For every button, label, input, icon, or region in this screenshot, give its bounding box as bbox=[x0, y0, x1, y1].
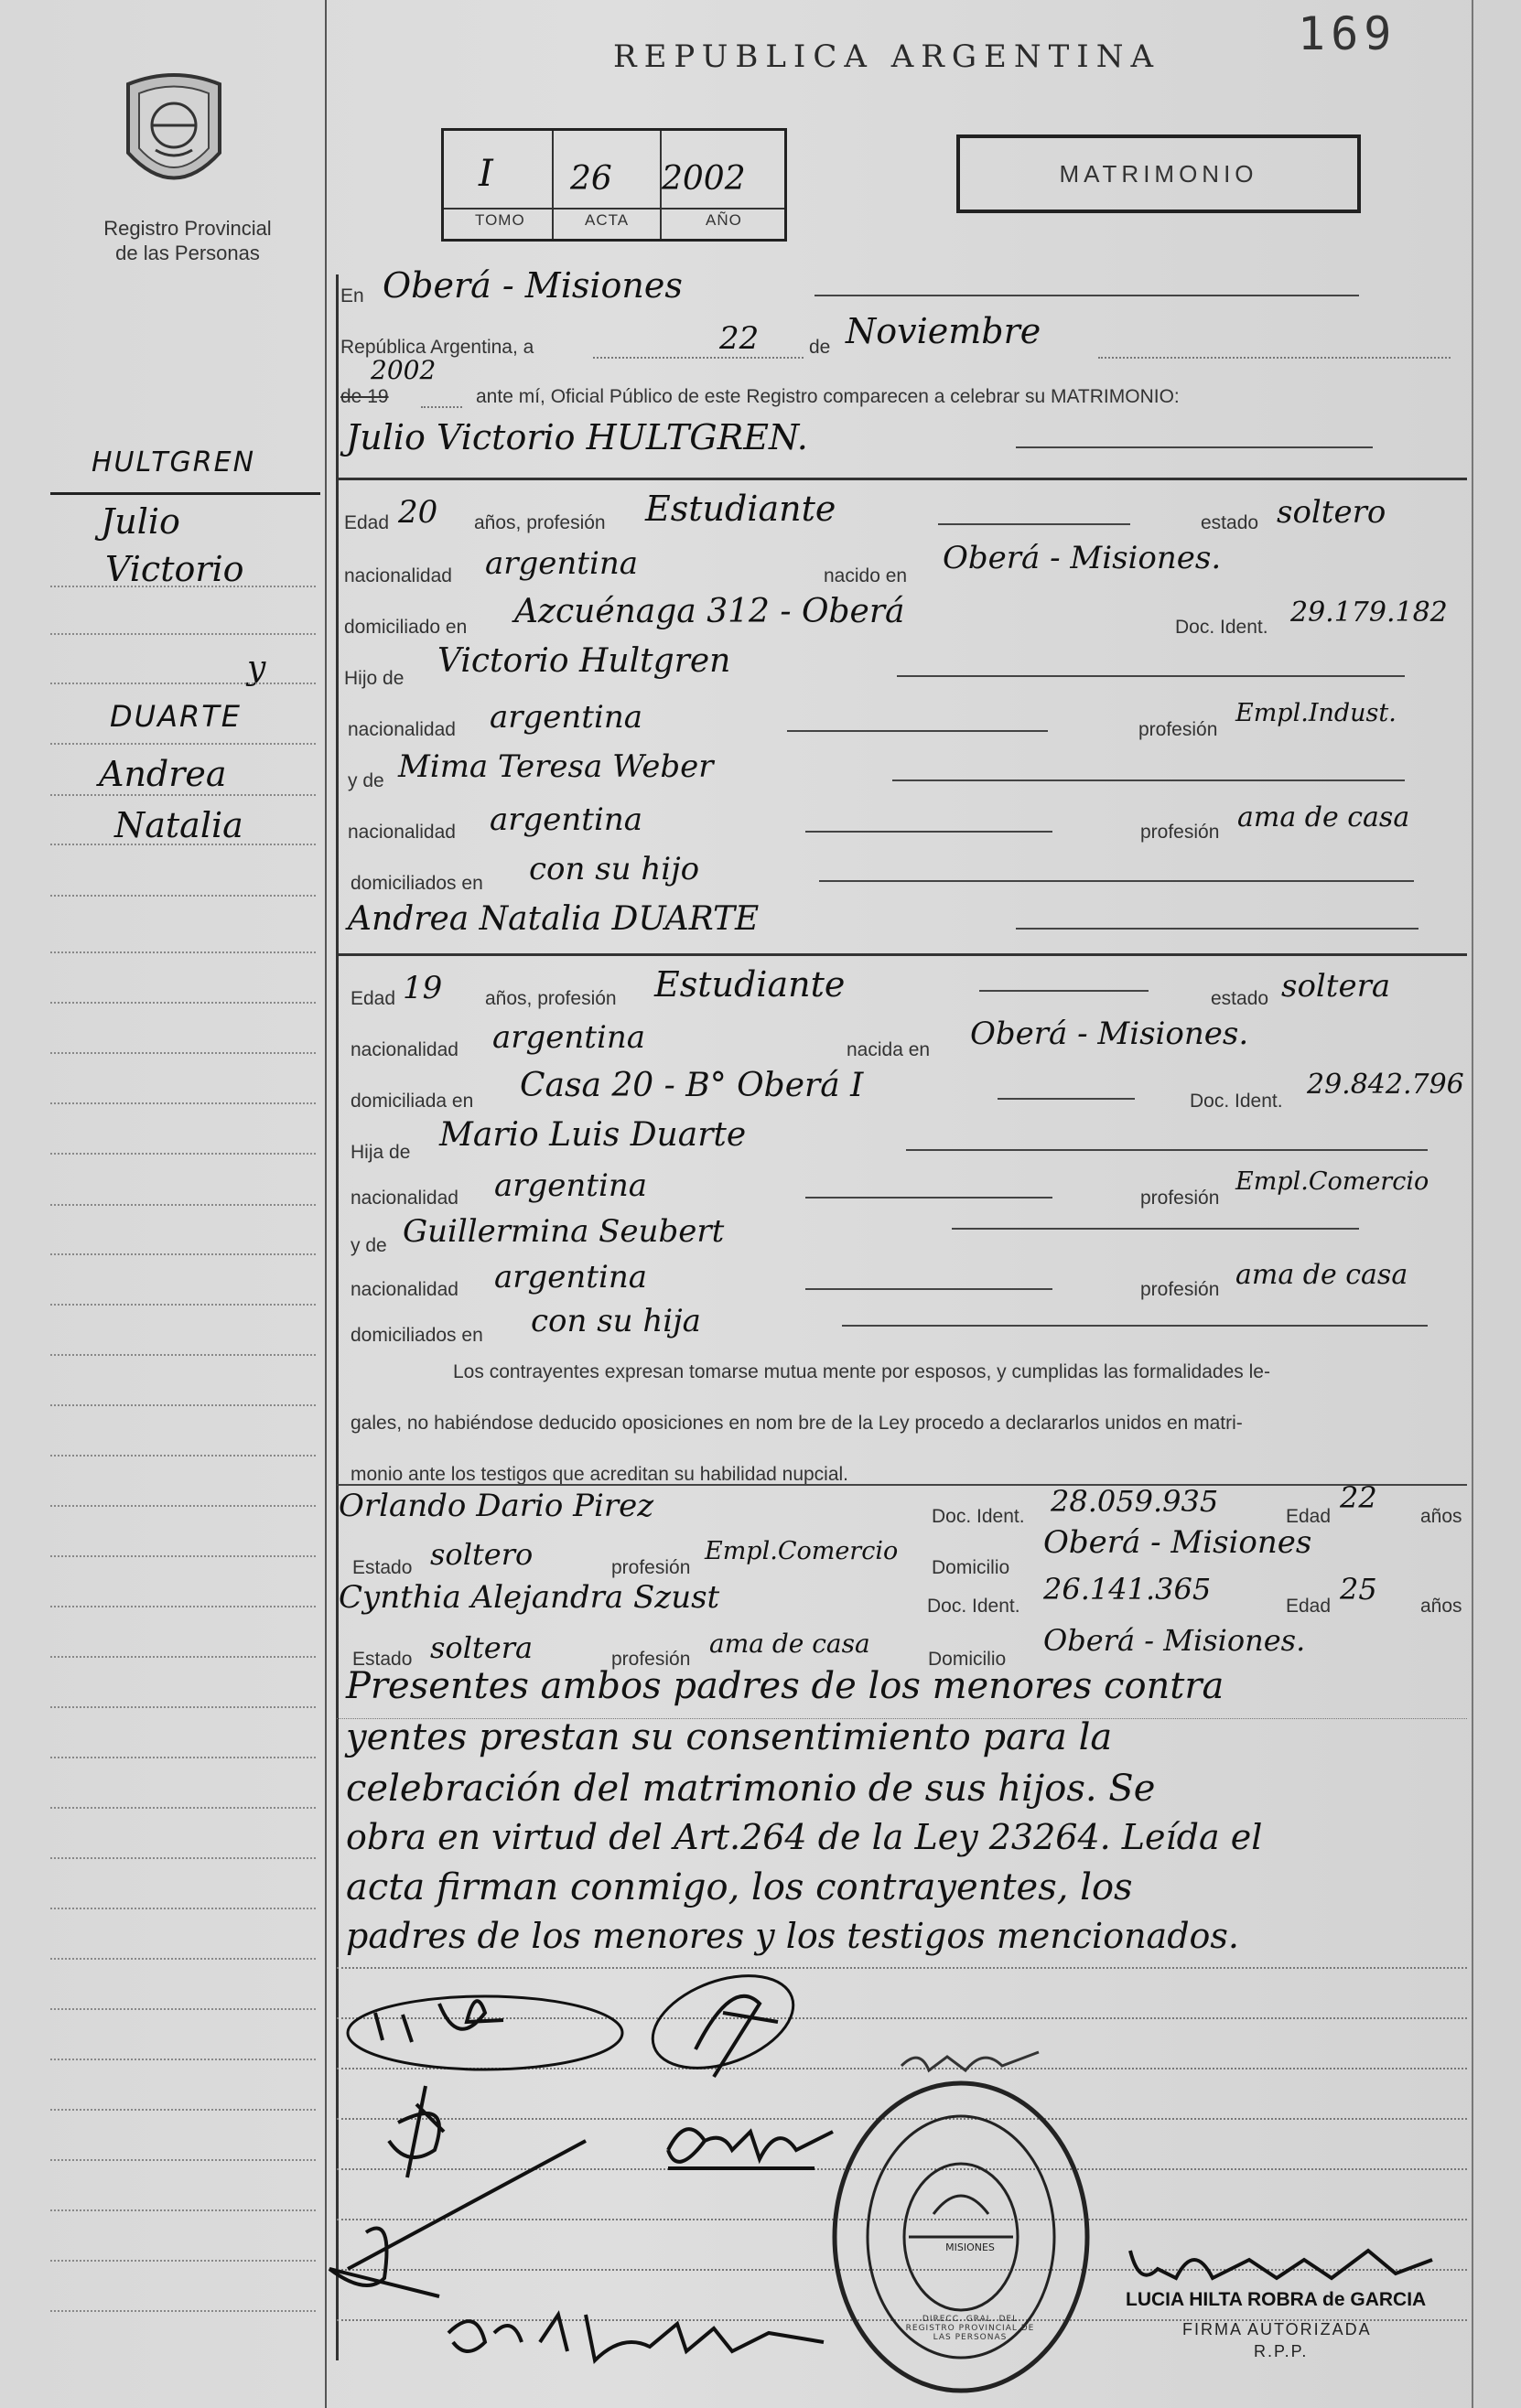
bride-profession: Estudiante bbox=[654, 964, 846, 1005]
witness2-estado: soltera bbox=[430, 1630, 534, 1665]
folio-number: 169 bbox=[1298, 7, 1397, 60]
witness1-estado-label: Estado bbox=[352, 1557, 413, 1578]
note-line-3: celebración del matrimonio de sus hijos. Se bbox=[346, 1768, 1156, 1810]
bride-dom-label: domiciliada en bbox=[351, 1091, 474, 1112]
bride-mother: Guillermina Seubert bbox=[403, 1213, 725, 1250]
declaration-line-3: monio ante los testigos que acreditan su habilidad nupcial. bbox=[351, 1464, 849, 1485]
bride-yde-label: y de bbox=[351, 1235, 387, 1256]
seal-text: MISIONES bbox=[945, 2241, 995, 2253]
note-line-4: obra en virtud del Art.264 de la Ley 23264. Leída el bbox=[346, 1817, 1263, 1857]
bride-edad: 19 bbox=[403, 970, 443, 1006]
groom-father-profession: Empl.Indust. bbox=[1235, 699, 1397, 727]
bride-edad-label: Edad bbox=[351, 988, 396, 1009]
declaration-line-2: gales, no habiéndose deducido oposiciones en nom bre de la Ley procedo a declararlos unidos en matri- bbox=[351, 1413, 1243, 1434]
note-line-1: Presentes ambos padres de los menores contra bbox=[346, 1665, 1224, 1707]
groom-nationality: argentina bbox=[485, 545, 639, 582]
stamp-text: DIRECC. GRAL. DEL REGISTRO PROVINCIAL DE LAS PERSONAS bbox=[905, 2315, 1035, 2342]
margin-note-second2: Natalia bbox=[114, 805, 243, 845]
witness2-edad: 25 bbox=[1340, 1572, 1377, 1607]
signature-witness-1 bbox=[311, 2123, 613, 2306]
margin-note-surname2: DUARTE bbox=[110, 699, 242, 734]
groom-father-nac-label: nacionalidad bbox=[348, 719, 456, 740]
bride-name: Andrea Natalia DUARTE bbox=[348, 900, 760, 938]
bride-estado-label: estado bbox=[1211, 988, 1269, 1009]
line-place bbox=[814, 295, 1359, 296]
groom-address: Azcuénaga 312 - Oberá bbox=[514, 593, 905, 630]
margin-note-first: Julio bbox=[101, 501, 180, 542]
tomo-value: I bbox=[479, 153, 493, 195]
groom-birthplace: Oberá - Misiones. bbox=[943, 540, 1222, 576]
witness1-dom-label: Domicilio bbox=[932, 1557, 1010, 1578]
groom-nac-label: nacionalidad bbox=[344, 565, 452, 586]
groom-edad-label: Edad bbox=[344, 512, 390, 533]
witness1-edad: 22 bbox=[1340, 1480, 1377, 1515]
ceremony-day: 22 bbox=[719, 320, 760, 357]
witness2-doc-label: Doc. Ident. bbox=[927, 1596, 1020, 1617]
bride-nationality: argentina bbox=[492, 1019, 646, 1056]
groom-mother-prof-label: profesión bbox=[1140, 822, 1220, 843]
appearance-text: ante mí, Oficial Público de este Registro comparecen a celebrar su MATRIMONIO: bbox=[476, 386, 1180, 407]
witness1-edad-label: Edad bbox=[1286, 1506, 1332, 1527]
registry-name: Registro Provincial de las Personas bbox=[103, 217, 272, 264]
signature-parent-2 bbox=[650, 2104, 851, 2187]
declaration-line-1: Los contrayentes expresan tomarse mutua mente por esposos, y cumplidas las formalidades le- bbox=[453, 1361, 1270, 1382]
groom-mother: Mima Teresa Weber bbox=[398, 748, 714, 785]
witness1-doc-label: Doc. Ident. bbox=[932, 1506, 1025, 1527]
witness1-profession: Empl.Comercio bbox=[705, 1537, 899, 1565]
bride-father-profession: Empl.Comercio bbox=[1235, 1167, 1429, 1196]
groom-mother-nationality: argentina bbox=[490, 801, 643, 838]
groom-profession: Estudiante bbox=[645, 489, 836, 529]
official-office: R.P.P. bbox=[1254, 2342, 1309, 2360]
official-title: FIRMA AUTORIZADA bbox=[1182, 2320, 1372, 2338]
en-label: En bbox=[340, 285, 364, 306]
witness1-doc: 28.059.935 bbox=[1051, 1484, 1219, 1519]
witness1-estado: soltero bbox=[430, 1537, 534, 1572]
witness2-name: Cynthia Alejandra Szust bbox=[339, 1579, 720, 1616]
witness1-prof-label: profesión bbox=[611, 1557, 691, 1578]
groom-doc-label: Doc. Ident. bbox=[1175, 617, 1268, 638]
groom-prof-label: años, profesión bbox=[474, 512, 606, 533]
groom-mother-nac-label: nacionalidad bbox=[348, 822, 456, 843]
ceremony-month: Noviembre bbox=[846, 311, 1041, 351]
witness1-address: Oberá - Misiones bbox=[1043, 1524, 1312, 1561]
bride-father: Mario Luis Duarte bbox=[439, 1116, 747, 1154]
bride-mother-nationality: argentina bbox=[494, 1259, 648, 1295]
groom-parents-address: con su hijo bbox=[529, 851, 700, 887]
acta-value: 26 bbox=[570, 160, 612, 198]
margin-note-first2: Andrea bbox=[99, 754, 227, 794]
witness2-dom-label: Domicilio bbox=[928, 1649, 1007, 1670]
signature-witness-2 bbox=[439, 2296, 833, 2379]
bride-born-label: nacida en bbox=[847, 1039, 931, 1060]
signature-official bbox=[1121, 2232, 1451, 2296]
ano-label: AÑO bbox=[706, 211, 742, 229]
right-edge-rule bbox=[1472, 0, 1473, 2408]
ano-value: 2002 bbox=[662, 160, 746, 198]
bride-birthplace: Oberá - Misiones. bbox=[970, 1016, 1249, 1052]
bride-address: Casa 20 - B° Oberá I bbox=[520, 1067, 864, 1104]
bride-mother-profession: ama de casa bbox=[1235, 1259, 1408, 1291]
groom-yde-label: y de bbox=[348, 770, 384, 791]
bride-mother-nac-label: nacionalidad bbox=[351, 1279, 458, 1300]
bride-parents-dom-label: domiciliados en bbox=[351, 1325, 483, 1346]
country-title: REPUBLICA ARGENTINA bbox=[613, 38, 1161, 75]
official-stamp-icon bbox=[828, 2077, 1094, 2397]
acta-label: ACTA bbox=[585, 211, 630, 229]
bride-doc-label: Doc. Ident. bbox=[1190, 1091, 1283, 1112]
act-type-box bbox=[956, 134, 1361, 213]
tomo-label: TOMO bbox=[475, 211, 525, 229]
bride-hija-label: Hija de bbox=[351, 1142, 411, 1163]
margin-name-underline bbox=[50, 492, 320, 495]
act-type: MATRIMONIO bbox=[1059, 160, 1258, 188]
witness2-edad-label: Edad bbox=[1286, 1596, 1332, 1617]
groom-father-prof-label: profesión bbox=[1138, 719, 1218, 740]
groom-mother-profession: ama de casa bbox=[1237, 801, 1410, 833]
witness2-anos-label: años bbox=[1420, 1596, 1462, 1617]
groom-doc: 29.179.182 bbox=[1290, 597, 1448, 629]
groom-father-nationality: argentina bbox=[490, 699, 643, 736]
province-emblem-icon bbox=[119, 66, 229, 203]
witness2-address: Oberá - Misiones. bbox=[1043, 1623, 1306, 1658]
margin-note-and: y bbox=[247, 650, 266, 687]
year-correction: 2002 bbox=[371, 355, 437, 385]
signature-bride bbox=[641, 1967, 824, 2086]
groom-estado-label: estado bbox=[1201, 512, 1259, 533]
bride-father-nac-label: nacionalidad bbox=[351, 1188, 458, 1209]
margin-rule-vertical bbox=[325, 0, 327, 2408]
groom-estado: soltero bbox=[1277, 494, 1386, 531]
groom-hijo-label: Hijo de bbox=[344, 668, 405, 689]
bride-estado: soltera bbox=[1281, 968, 1391, 1005]
groom-parents-dom-label: domiciliados en bbox=[351, 873, 483, 894]
bride-father-prof-label: profesión bbox=[1140, 1188, 1220, 1209]
witness1-name: Orlando Dario Pirez bbox=[339, 1488, 654, 1524]
groom-dom-label: domiciliado en bbox=[344, 617, 468, 638]
signature-groom bbox=[339, 1976, 641, 2086]
witness2-estado-label: Estado bbox=[352, 1649, 413, 1670]
margin-note-second: Victorio bbox=[105, 549, 244, 589]
groom-name: Julio Victorio HULTGREN. bbox=[346, 417, 808, 457]
witness2-doc: 26.141.365 bbox=[1043, 1572, 1212, 1607]
groom-edad: 20 bbox=[398, 494, 438, 531]
note-line-6: padres de los menores y los testigos mencionados. bbox=[346, 1916, 1239, 1956]
record-reference-box bbox=[441, 128, 787, 242]
witness1-anos-label: años bbox=[1420, 1506, 1462, 1527]
year-label: de 19 bbox=[340, 386, 389, 407]
witness2-profession: ama de casa bbox=[709, 1629, 870, 1659]
republic-label: República Argentina, a bbox=[340, 337, 534, 358]
note-line-5: acta firman conmigo, los contrayentes, los bbox=[346, 1866, 1133, 1908]
bride-doc: 29.842.796 bbox=[1307, 1069, 1464, 1101]
bride-mother-prof-label: profesión bbox=[1140, 1279, 1220, 1300]
bride-father-nationality: argentina bbox=[494, 1167, 648, 1204]
official-name: LUCIA HILTA ROBRA de GARCIA bbox=[1126, 2289, 1427, 2310]
witness2-prof-label: profesión bbox=[611, 1649, 691, 1670]
bride-parents-address: con su hija bbox=[531, 1303, 701, 1339]
note-line-2: yentes prestan su consentimiento para la bbox=[346, 1716, 1113, 1758]
margin-note-surname: HULTGREN bbox=[92, 446, 256, 478]
bride-nac-label: nacionalidad bbox=[351, 1039, 458, 1060]
bride-prof-label: años, profesión bbox=[485, 988, 617, 1009]
de-label: de bbox=[809, 337, 831, 358]
groom-born-label: nacido en bbox=[824, 565, 908, 586]
ceremony-place: Oberá - Misiones bbox=[383, 265, 683, 306]
groom-father: Victorio Hultgren bbox=[437, 642, 731, 680]
